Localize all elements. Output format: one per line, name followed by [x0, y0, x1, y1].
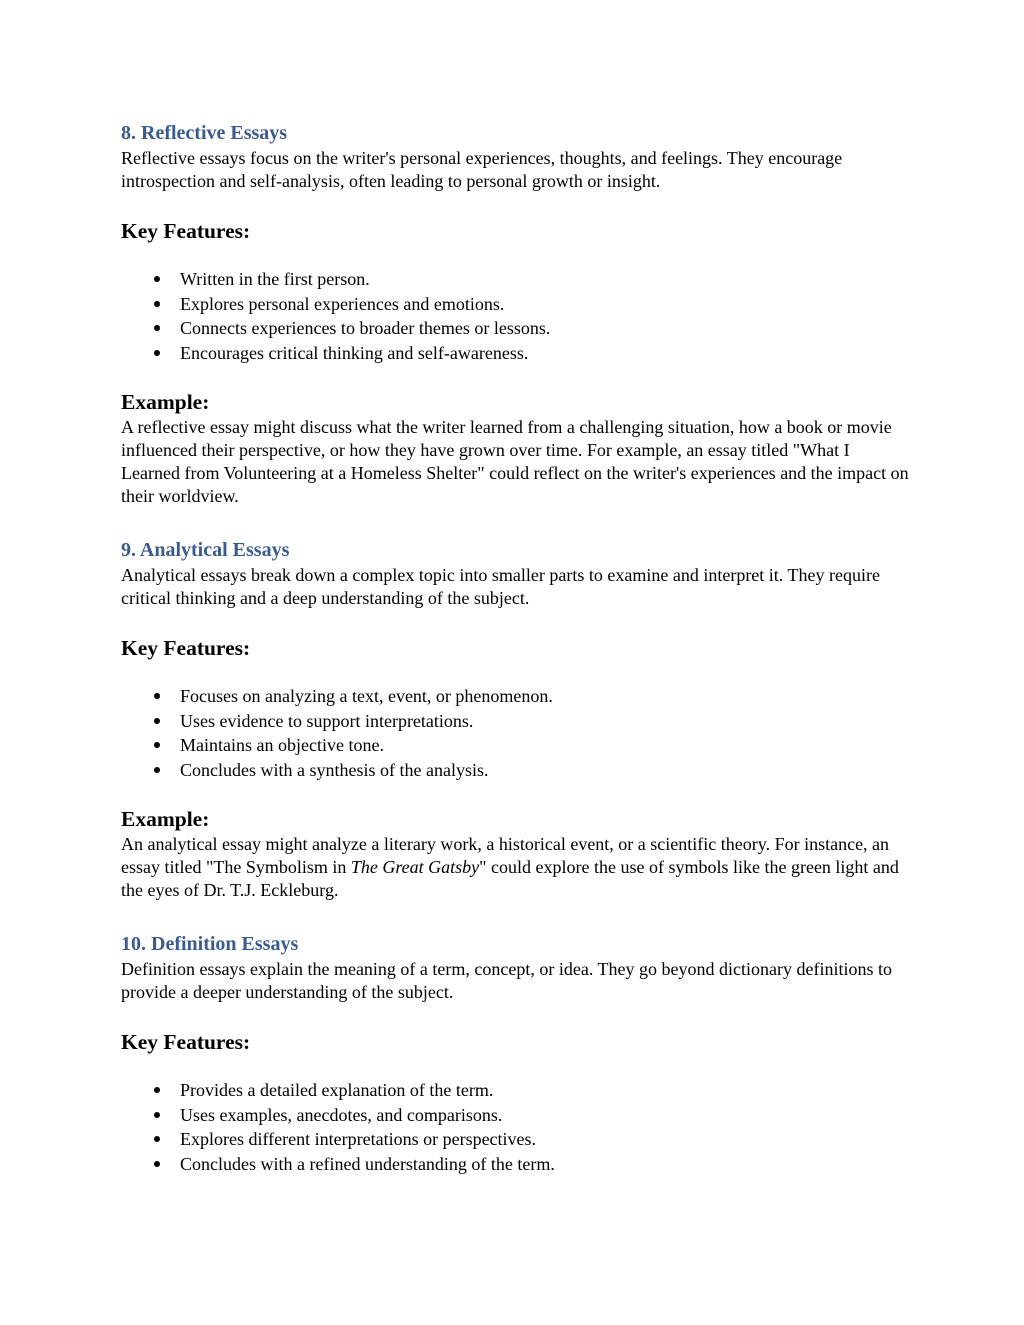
- bullet-icon: [154, 1136, 160, 1142]
- list-item: Explores different interpretations or perspectives.: [121, 1127, 911, 1152]
- example-text: An analytical essay might analyze a literary work, a historical event, or a scientific theory. For instance, an essay titled "The Symbolism in The Great Gatsby" could explore the use of symbols like the green light and the eyes of Dr. T.J. Eckleburg.: [121, 834, 899, 900]
- bullet-icon: [154, 718, 160, 724]
- key-features-heading: Key Features:: [121, 219, 251, 243]
- book-title-italic: The Great Gatsby: [350, 857, 480, 877]
- list-item: Connects experiences to broader themes or lessons.: [121, 316, 911, 341]
- key-features-heading: Key Features:: [121, 636, 251, 660]
- section-title: 8. Reflective Essays: [121, 122, 288, 144]
- section-intro: Reflective essays focus on the writer's personal experiences, thoughts, and feelings. They encourage introspection and self-analysis, often leading to personal growth or insight.: [121, 148, 843, 191]
- section-title: 10. Definition Essays: [121, 933, 299, 955]
- bullet-icon: [154, 301, 160, 307]
- section-intro: Definition essays explain the meaning of a term, concept, or idea. They go beyond dictionary definitions to provide a deeper understanding of the subject.: [121, 959, 892, 1002]
- section-intro: Analytical essays break down a complex topic into smaller parts to examine and interpret it. They require critical thinking and a deep understanding of the subject.: [121, 565, 880, 608]
- bullet-icon: [154, 742, 160, 748]
- key-features-list: [121, 1078, 911, 1176]
- example-heading: Example:: [121, 390, 210, 414]
- list-item: Provides a detailed explanation of the term.: [121, 1078, 911, 1103]
- list-item: Focuses on analyzing a text, event, or phenomenon.: [121, 684, 911, 709]
- bullet-icon: [154, 276, 160, 282]
- list-item: Explores personal experiences and emotions.: [121, 292, 911, 317]
- section-definition-essays: [121, 931, 911, 1176]
- bullet-icon: [154, 325, 160, 331]
- bullet-icon: [154, 767, 160, 773]
- key-features-list: [121, 684, 911, 782]
- section-analytical-essays: [121, 537, 911, 902]
- list-item: Uses evidence to support interpretations.: [121, 709, 911, 734]
- section-reflective-essays: [121, 120, 911, 508]
- list-item: Concludes with a refined understanding of the term.: [121, 1152, 911, 1177]
- bullet-icon: [154, 1161, 160, 1167]
- key-features-list: [121, 267, 911, 365]
- list-item: Maintains an objective tone.: [121, 733, 911, 758]
- bullet-icon: [154, 1112, 160, 1118]
- bullet-icon: [154, 693, 160, 699]
- list-item: Encourages critical thinking and self-awareness.: [121, 341, 911, 366]
- key-features-heading: Key Features:: [121, 1030, 251, 1054]
- example-heading: Example:: [121, 807, 210, 831]
- bullet-icon: [154, 1087, 160, 1093]
- list-item: Written in the first person.: [121, 267, 911, 292]
- list-item: Concludes with a synthesis of the analysis.: [121, 758, 911, 783]
- list-item: Uses examples, anecdotes, and comparisons.: [121, 1103, 911, 1128]
- document-page: [121, 120, 911, 1176]
- section-title: 9. Analytical Essays: [121, 539, 290, 561]
- example-text: A reflective essay might discuss what the writer learned from a challenging situation, how a book or movie influenced their perspective, or how they have grown over time. For example, an essay titled "What I Learned from Volunteering at a Homeless Shelter" could reflect on the writer's experiences and the impact on their worldview.: [121, 417, 909, 506]
- bullet-icon: [154, 350, 160, 356]
